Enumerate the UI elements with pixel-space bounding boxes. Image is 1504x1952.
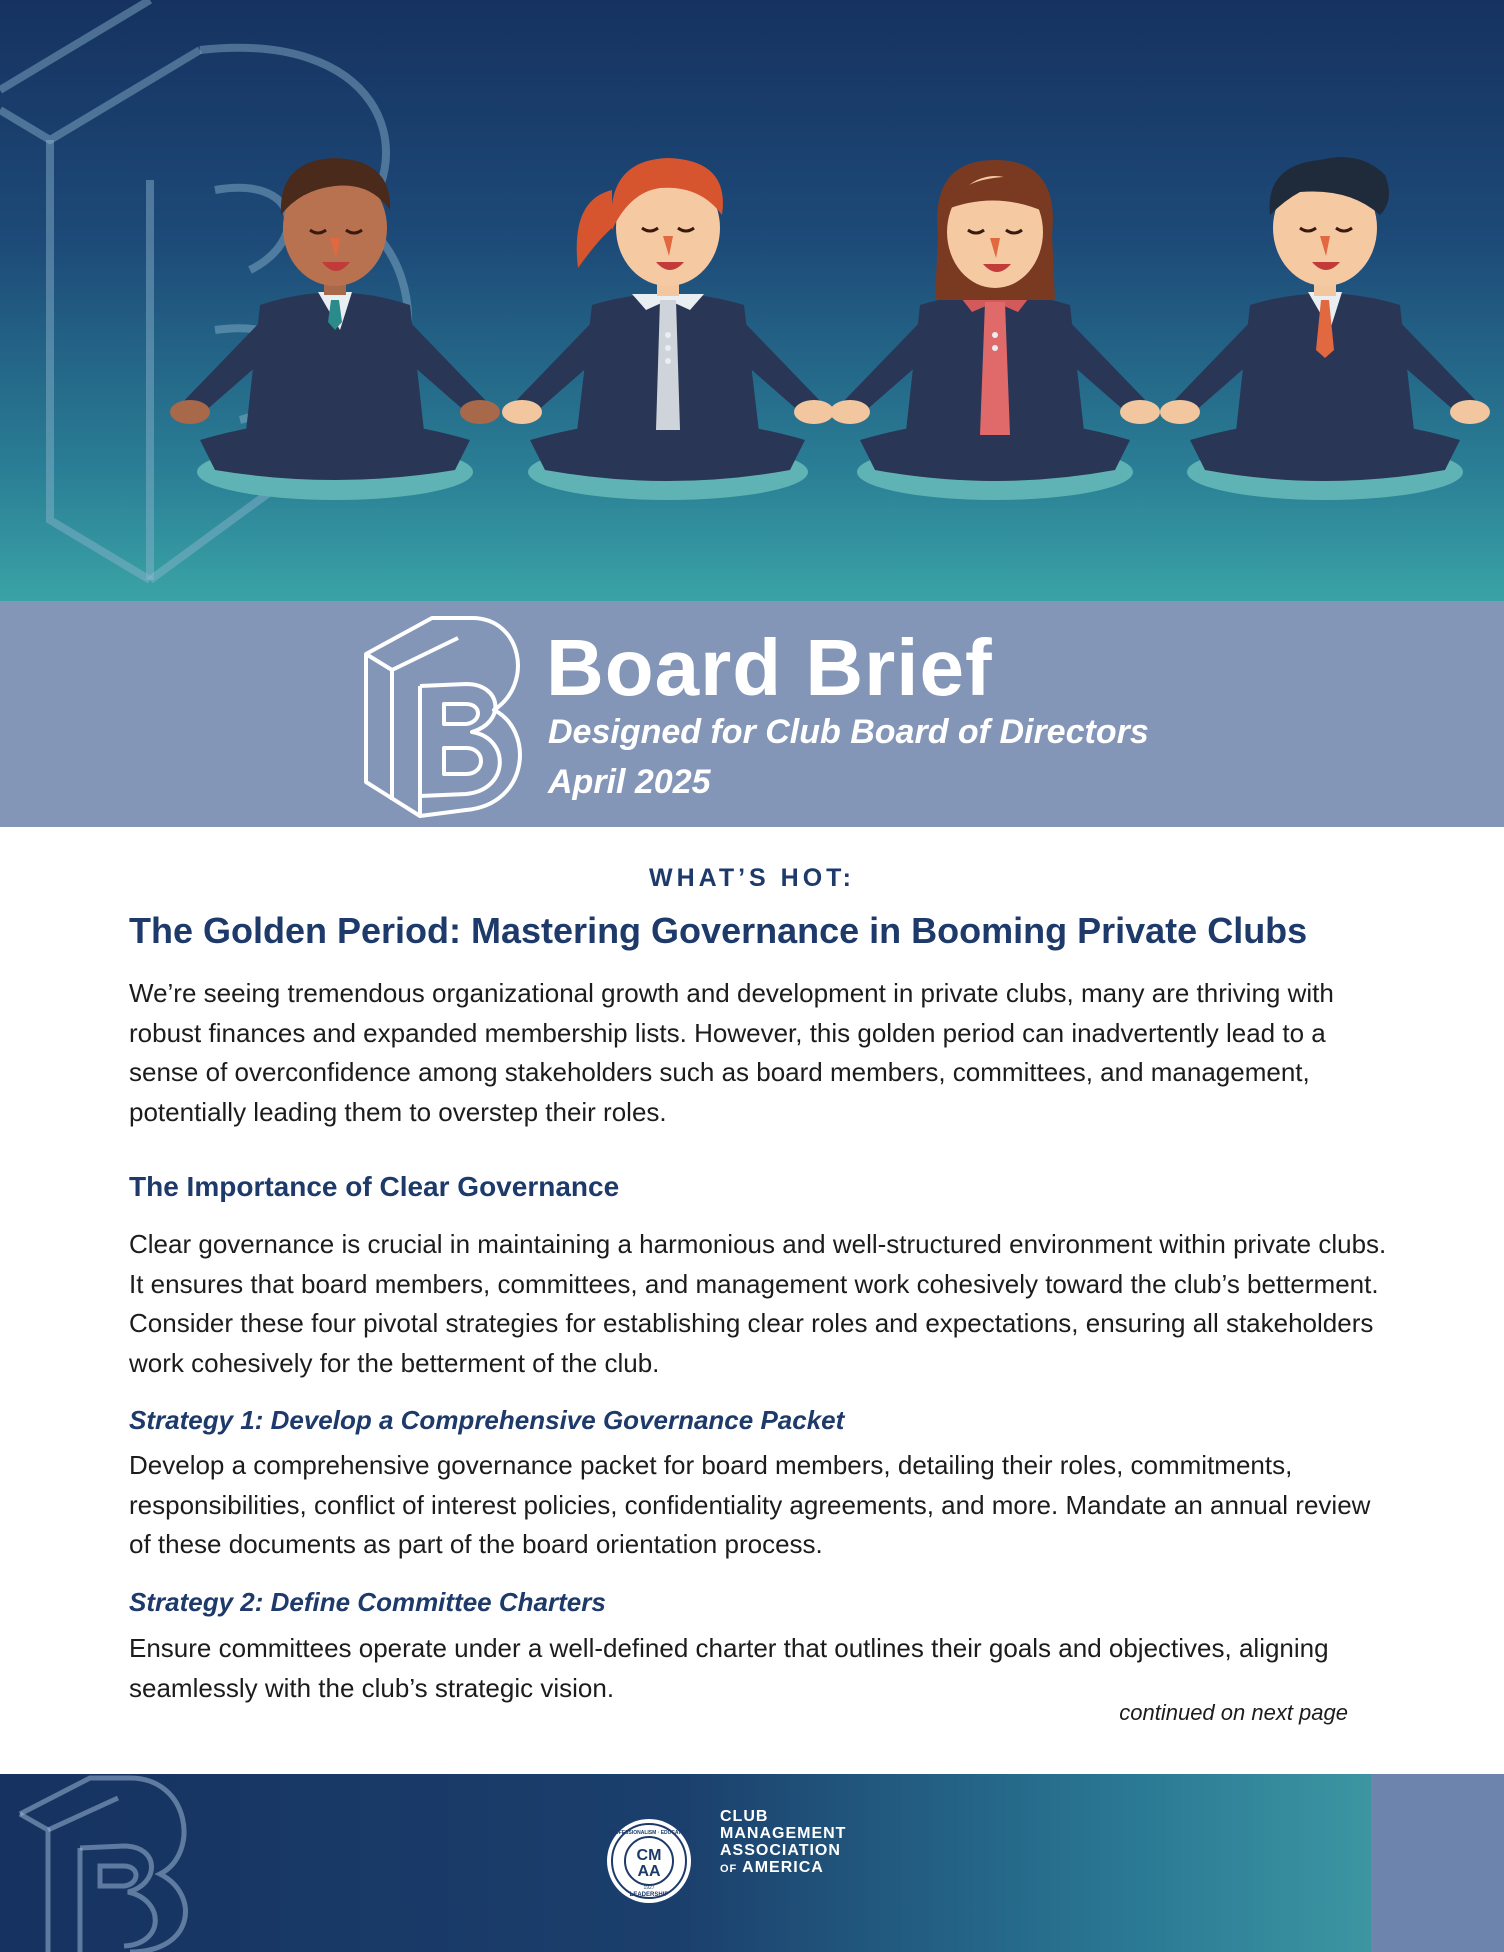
meditating-man-2: [1160, 157, 1490, 500]
strategy-2-heading: Strategy 2: Define Committee Charters: [129, 1587, 606, 1617]
seal-monogram-bottom: AA: [637, 1863, 661, 1880]
section-paragraph: Clear governance is crucial in maintaining a harmonious and well-structured environment within private clubs. It ensures that board members, committees, and management work cohesively toward the club’s betterment. Consider these four pivotal strategies for establishing clear roles and expectations, ensuring all stakeholders work cohesively for the betterment of the club.: [129, 1229, 1387, 1378]
continued-note: continued on next page: [1119, 1700, 1348, 1725]
meditating-woman-2: [830, 160, 1160, 500]
org-line-2: MANAGEMENT: [720, 1825, 847, 1842]
section-heading: The Importance of Clear Governance: [129, 1171, 620, 1202]
org-line-4: AMERICA: [742, 1859, 824, 1876]
cmaa-seal-icon: [607, 1819, 691, 1903]
article-headline: The Golden Period: Mastering Governance in Booming Private Clubs: [129, 910, 1308, 951]
org-name: [720, 1808, 846, 1878]
seal-monogram-top: CM: [636, 1847, 662, 1864]
meditating-board-members-illustration: [0, 0, 1504, 601]
seal-ring-bottom: LEADERSHIP: [629, 1892, 669, 1898]
intro-paragraph: We’re seeing tremendous organizational growth and development in private clubs, many are thriving with robust finances and expanded membership lists. However, this golden period can inadvertently lead to a sense of overconfidence among stakeholders such as board members, committees, and management, potentially leading them to overstep their roles.: [129, 978, 1334, 1127]
hero-illustration: [0, 0, 1504, 601]
org-line-3: ASSOCIATION: [720, 1842, 841, 1859]
strategy-1-heading: Strategy 1: Develop a Comprehensive Governance Packet: [129, 1405, 845, 1435]
org-of: OF: [720, 1863, 738, 1875]
section-kicker: WHAT’S HOT:: [648, 864, 855, 892]
page-title: Board Brief: [546, 623, 993, 712]
page-subtitle: Designed for Club Board of Directors: [548, 713, 1149, 751]
meditating-woman-1: [502, 158, 834, 500]
seal-ring-top: PROFESSIONALISM · EDUCATION: [607, 1830, 691, 1836]
issue-date: April 2025: [548, 763, 711, 801]
strategy-1-paragraph: Develop a comprehensive governance packet for board members, detailing their roles, commitments, responsibilities, conflict of interest policies, confidentiality agreements, and more. Mandate an annual review of these documents as part of the board orientation process.: [129, 1450, 1371, 1559]
board-brief-b-logo-icon: [20, 1778, 185, 1952]
org-line-1: CLUB: [720, 1808, 769, 1825]
strategy-2-paragraph: Ensure committees operate under a well-defined charter that outlines their goals and objectives, aligning seamlessly with the club’s strategic vision.: [129, 1633, 1329, 1703]
seal-year: 1927: [643, 1885, 655, 1891]
board-brief-b-logo-icon: [362, 614, 532, 819]
